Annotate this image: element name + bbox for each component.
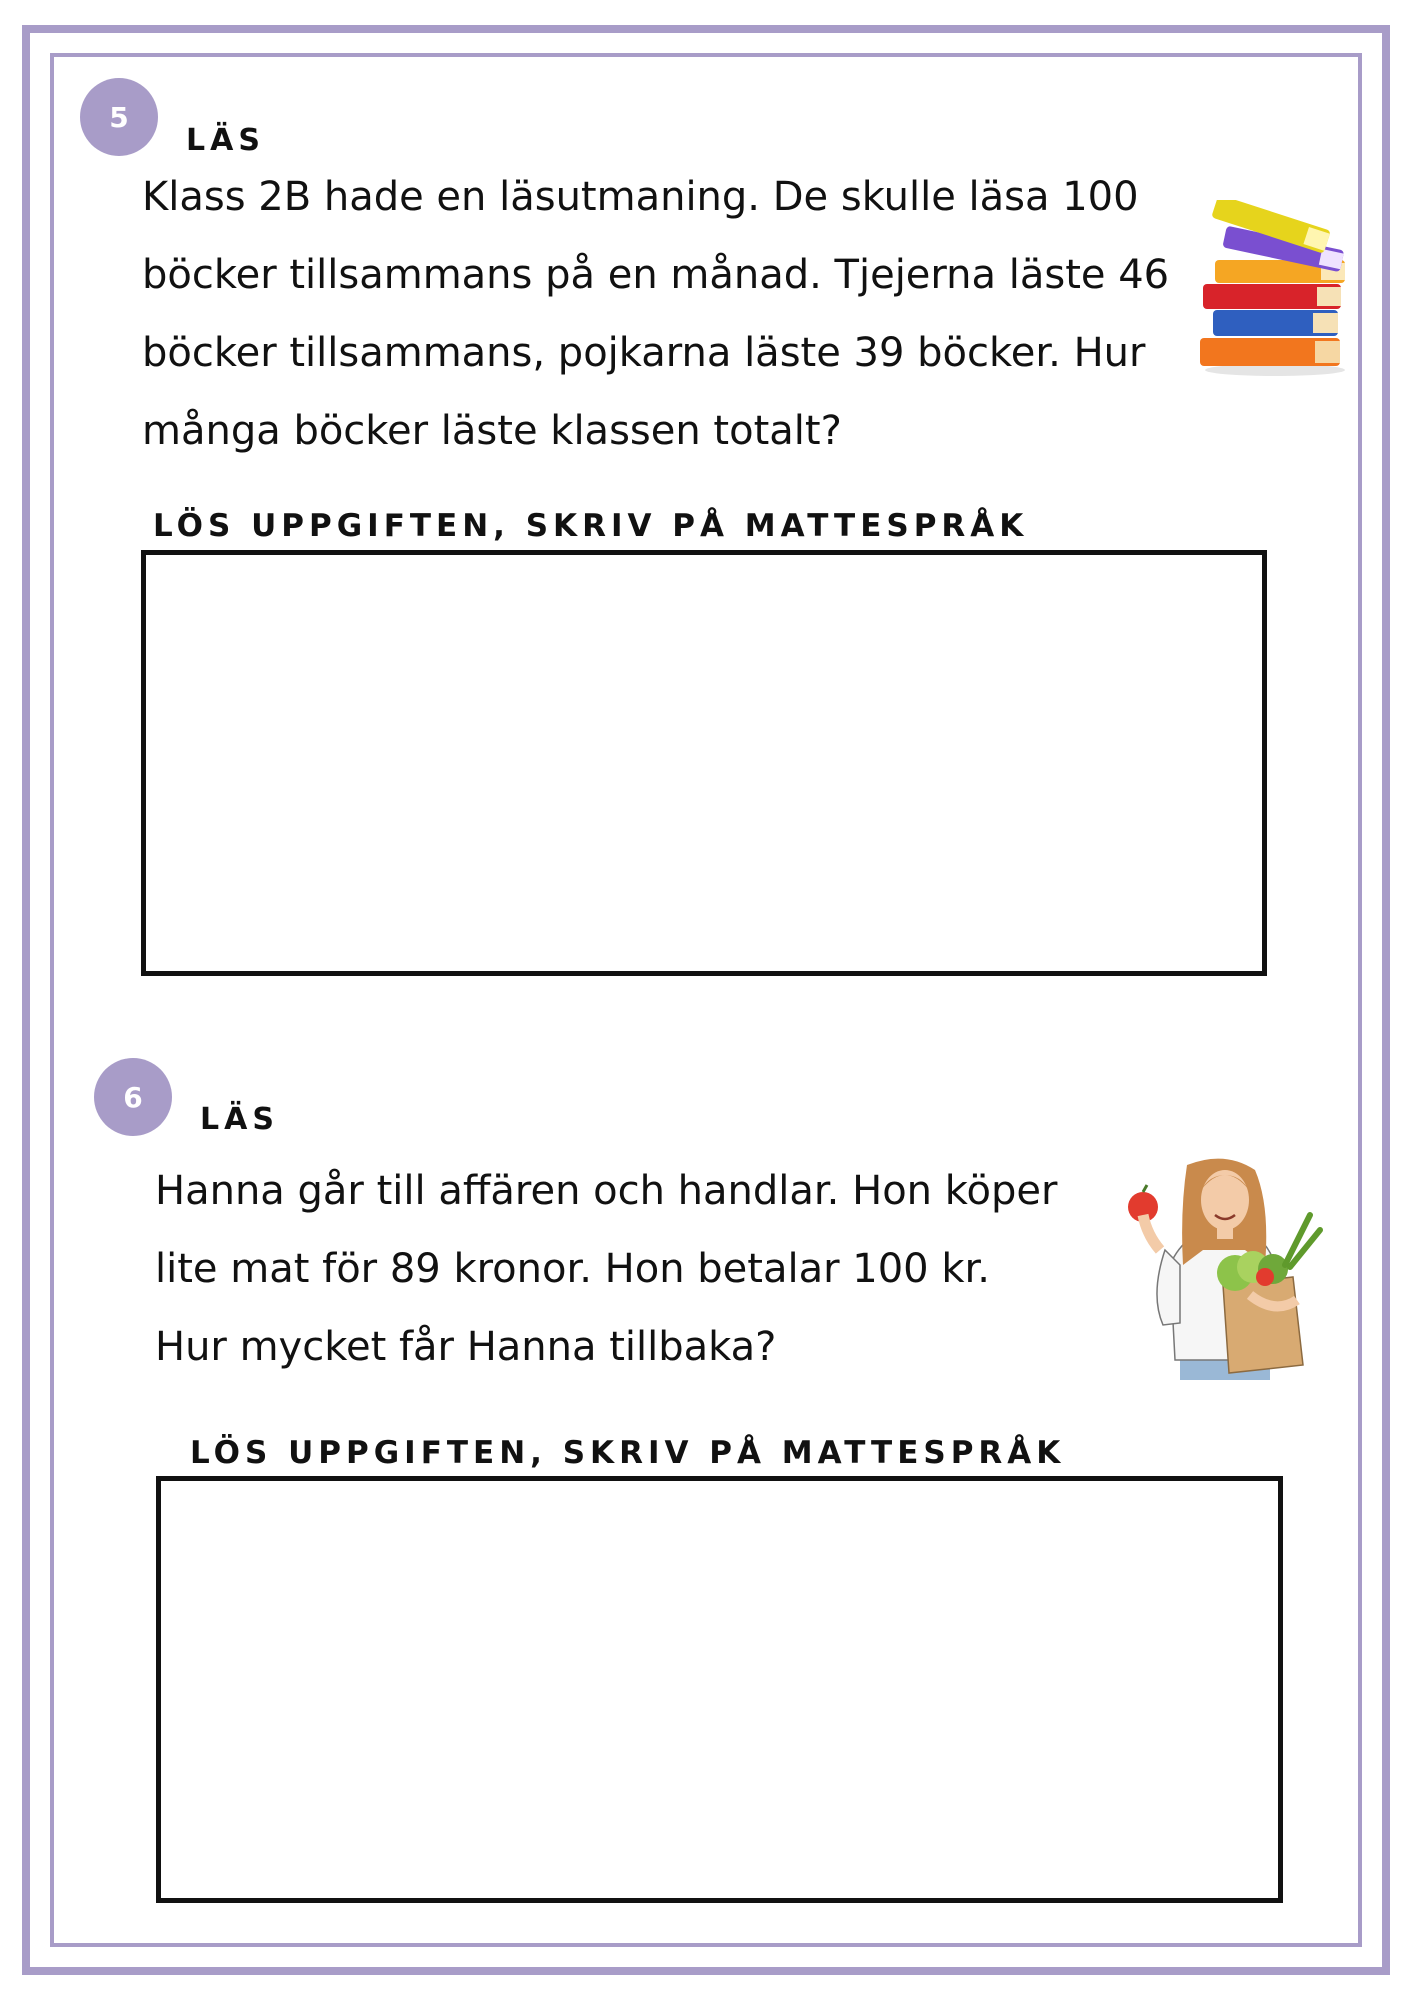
answer-box[interactable]: [156, 1476, 1283, 1903]
problem-text-line: många böcker läste klassen totalt?: [142, 408, 842, 454]
problem-text: [155, 1152, 1057, 1386]
woman-with-groceries-icon: [1125, 1155, 1325, 1380]
problem-text-line: Hanna går till affären och handlar. Hon köper: [155, 1168, 1058, 1214]
problem-number-badge: 6: [94, 1058, 172, 1136]
answer-box[interactable]: [141, 550, 1267, 976]
problem-number-badge: 5: [80, 78, 158, 156]
problem-text-line: lite mat för 89 kronor. Hon betalar 100 kr.: [155, 1246, 990, 1292]
problem-text: [142, 158, 1169, 470]
read-label: LÄS: [186, 123, 265, 158]
problem-text-line: Hur mycket får Hanna tillbaka?: [155, 1324, 777, 1370]
read-label: LÄS: [200, 1102, 279, 1137]
solve-label: LÖS UPPGIFTEN, SKRIV PÅ MATTESPRÅK: [190, 1435, 1066, 1471]
problem-text-line: böcker tillsammans, pojkarna läste 39 böcker. Hur: [142, 330, 1146, 376]
solve-label: LÖS UPPGIFTEN, SKRIV PÅ MATTESPRÅK: [153, 508, 1029, 544]
problem-text-line: böcker tillsammans på en månad. Tjejerna läste 46: [142, 252, 1170, 298]
book-stack-icon: [1195, 200, 1353, 380]
problem-text-line: Klass 2B hade en läsutmaning. De skulle läsa 100: [142, 174, 1139, 220]
